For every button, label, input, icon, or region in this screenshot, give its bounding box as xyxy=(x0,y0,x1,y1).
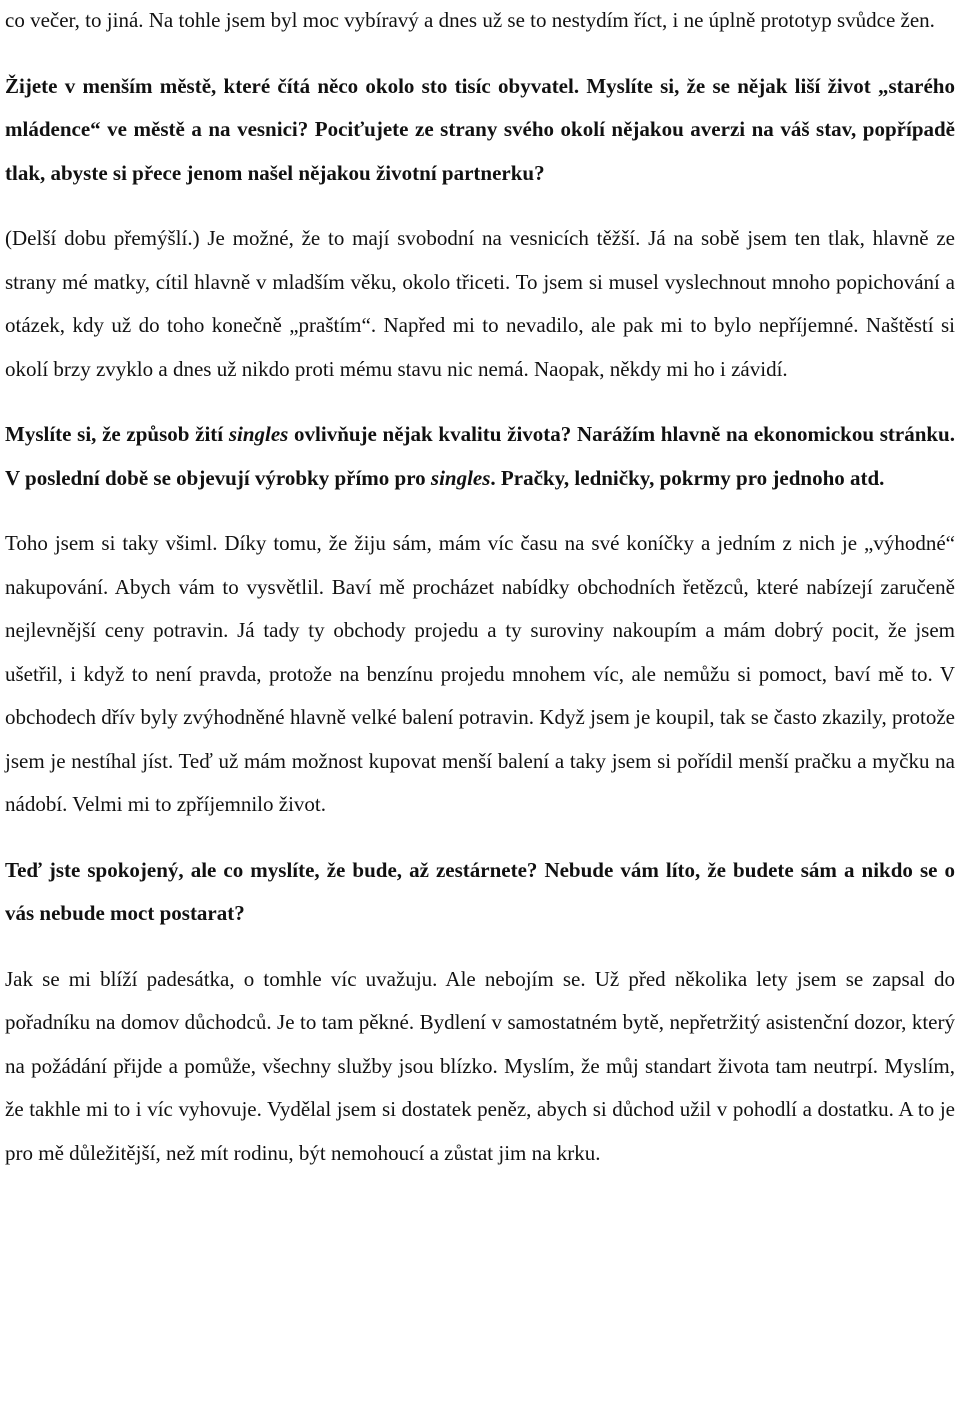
question-2-singles-2: singles xyxy=(430,465,491,490)
question-2-singles-1: singles xyxy=(228,422,289,446)
question-2-text-1: Myslíte si, že způsob žití xyxy=(5,422,229,446)
document-page xyxy=(5,0,955,1175)
question-2-text-3: . Pračky, ledničky, pokrmy pro jednoho atd. xyxy=(490,465,885,490)
interview-answer-1: (Delší dobu přemýšlí.) Je možné, že to mají svobodní na vesnicích těžší. Já na sobě jsem ten tlak, hlavně ze strany mé matky, cítil hlavně v mladším věku, okolo třiceti. To jsem si musel vyslechnout mnoho popichování a otázek, kdy už do toho konečně „praštím“. Napřed mi to nevadilo, ale pak mi to bylo nepříjemné. Naštěstí si okolí brzy zvyklo a dnes už nikdo proti mému stavu nic nemá. Naopak, někdy mi ho i závidí. xyxy=(5,226,955,381)
interview-answer-3: Jak se mi blíží padesátka, o tomhle víc uvažuju. Ale nebojím se. Už před několika lety jsem se zapsal do pořadníku na domov důchodců. Je to tam pěkné. Bydlení v samostatném bytě, nepřetržitý asistenční dozor, který na požádání přijde a pomůže, všechny služby jsou blízko. Myslím, že můj standart života tam neutrpí. Myslím, že takhle mi to i víc vyhovuje. Vydělal jsem si dostatek peněz, abych si důchod užil v pohodlí a dostatku. A to je pro mě důležitější, než mít rodinu, být nemohoucí a zůstat jim na krku. xyxy=(5,966,955,1165)
question-2-text-2: ovlivňuje nějak kvalitu života? Narážím hlavně na ekonomickou stránku. V poslední době se objevují výrobky přímo pro xyxy=(5,422,955,490)
interview-answer-2: Toho jsem si taky všiml. Díky tomu, že žiju sám, mám víc času na své koníčky a jedním z nich je „výhodné“ nakupování. Abych vám to vysvětlil. Baví mě procházet nabídky obchodních řetězců, které nabízejí zaručeně nejlevnější ceny potravin. Já tady ty obchody projedu a ty suroviny nakoupím a mám dobrý pocit, že jsem ušetřil, i když to není pravda, protože na benzínu projedu mnohem víc, ale nemůžu si pomoct, baví mě to. V obchodech dřív byly zvýhodněné hlavně velké balení potravin. Když jsem je koupil, tak se často zkazily, protože jsem je nestíhal jíst. Teď už mám možnost kupovat menší balení a taky jsem si pořídil menší pračku a myčku na nádobí. Velmi mi to zpříjemnilo život. xyxy=(5,531,955,816)
interview-question-2 xyxy=(5,413,955,500)
interview-question-1: Žijete v menším městě, které čítá něco okolo sto tisíc obyvatel. Myslíte si, že se nějak liší život „starého mládence“ ve městě a na vesnici? Pociťujete ze strany svého okolí nějakou averzi na váš stav, popřípadě tlak, abyste si přece jenom našel nějakou životní partnerku? xyxy=(5,73,955,185)
interview-question-3: Teď jste spokojený, ale co myslíte, že bude, až zestárnete? Nebude vám líto, že budete sám a nikdo se o vás nebude moct postarat? xyxy=(5,857,955,925)
paragraph-continuation: co večer, to jiná. Na tohle jsem byl moc vybíravý a dnes už se to nestydím říct, i ne úplně prototyp svůdce žen. xyxy=(5,8,935,32)
